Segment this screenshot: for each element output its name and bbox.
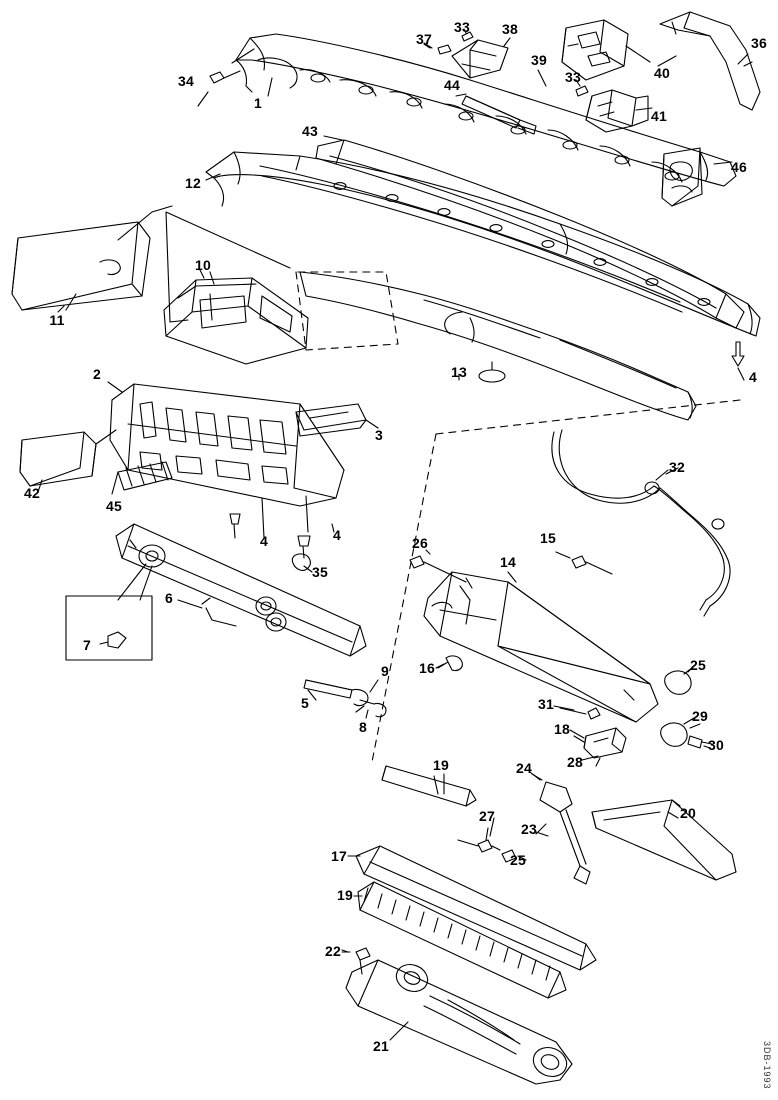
part-15-bolt: [556, 552, 612, 574]
part-11-panel: [12, 206, 172, 312]
callout-number: 40: [654, 65, 670, 81]
drawing-code: 3DB-1993: [762, 1041, 772, 1090]
callout-number: 18: [554, 721, 570, 737]
callout-number: 45: [106, 498, 122, 514]
part-3-bracket: [296, 404, 378, 436]
callout-number: 33: [565, 69, 581, 85]
part-34-screw: [210, 49, 254, 83]
part-31-fastener: [560, 708, 600, 719]
callout-number: 29: [692, 708, 708, 724]
callout-number: 4: [749, 369, 757, 385]
part-6-hinge-rail: [116, 524, 366, 656]
callout-number: 26: [412, 535, 428, 551]
callout-number: 7: [83, 637, 91, 653]
part-2-rail: [110, 384, 344, 506]
callout-number: 32: [669, 459, 685, 475]
part-6-fastener-leaders: [202, 598, 236, 626]
part-17-blade: [356, 846, 596, 970]
part-21-trough: [346, 960, 572, 1084]
callout-number: 1: [254, 95, 262, 111]
part-10-tray: [164, 270, 308, 364]
callout-number: 46: [731, 159, 747, 175]
callout-number: 43: [302, 123, 318, 139]
callout-number: 39: [531, 52, 547, 68]
callout-number: 15: [540, 530, 556, 546]
part-7-callout-box: [66, 564, 152, 660]
part-4-screw-a: [230, 498, 264, 538]
callout-number: 9: [381, 663, 389, 679]
callout-number: 35: [312, 564, 328, 580]
part-16-clip: [436, 656, 462, 671]
callout-number: 8: [359, 719, 367, 735]
callout-number: 19: [433, 757, 449, 773]
part-24-strut: [530, 772, 590, 884]
callout-number: 13: [451, 364, 467, 380]
callout-number: 4: [333, 527, 341, 543]
callout-number: 28: [567, 754, 583, 770]
callout-number: 19: [337, 887, 353, 903]
callout-number: 16: [419, 660, 435, 676]
callout-number: 22: [325, 943, 341, 959]
callout-number: 37: [416, 31, 432, 47]
part-43-reinforcement: [316, 140, 744, 328]
callout-number: 2: [93, 366, 101, 382]
callout-number: 25: [510, 852, 526, 868]
part-42-box: [20, 430, 116, 492]
callout-number: 25: [690, 657, 706, 673]
part-19-blade-upper: [382, 766, 476, 806]
callout-number: 5: [301, 695, 309, 711]
callout-number: 41: [651, 108, 667, 124]
callout-number: 36: [751, 35, 767, 51]
part-40-line: [626, 46, 650, 62]
callout-number: 38: [502, 21, 518, 37]
part-32-cable: [552, 430, 730, 616]
callout-number: 31: [538, 696, 554, 712]
callout-number: 42: [24, 485, 40, 501]
part-38-bracket: [452, 40, 508, 78]
part-4-arrow-right: [732, 342, 744, 366]
part-35-clip: [292, 554, 312, 572]
callout-number: 6: [165, 590, 173, 606]
callout-number: 20: [680, 805, 696, 821]
part-27-screw: [458, 828, 500, 852]
callout-number: 30: [708, 737, 724, 753]
callout-number: 34: [178, 73, 194, 89]
part-20-panel: [592, 800, 736, 880]
part-46-bracket: [662, 148, 702, 206]
callout-number: 21: [373, 1038, 389, 1054]
callout-number: 27: [479, 808, 495, 824]
callout-number: 14: [500, 554, 516, 570]
callout-number: 12: [185, 175, 201, 191]
part-41-bracket: [586, 90, 648, 132]
callout-number: 44: [444, 77, 460, 93]
callout-number: 10: [195, 257, 211, 273]
callout-number: 33: [454, 19, 470, 35]
callout-number: 23: [521, 821, 537, 837]
callout-number: 11: [49, 312, 65, 328]
callout-number: 4: [260, 533, 268, 549]
part-36-arm: [660, 12, 760, 110]
callout-number: 17: [331, 848, 347, 864]
callout-number: 3: [375, 427, 383, 443]
callout-number: 24: [516, 760, 532, 776]
part-19-roller: [358, 882, 566, 998]
part-45-strip: [112, 462, 172, 494]
